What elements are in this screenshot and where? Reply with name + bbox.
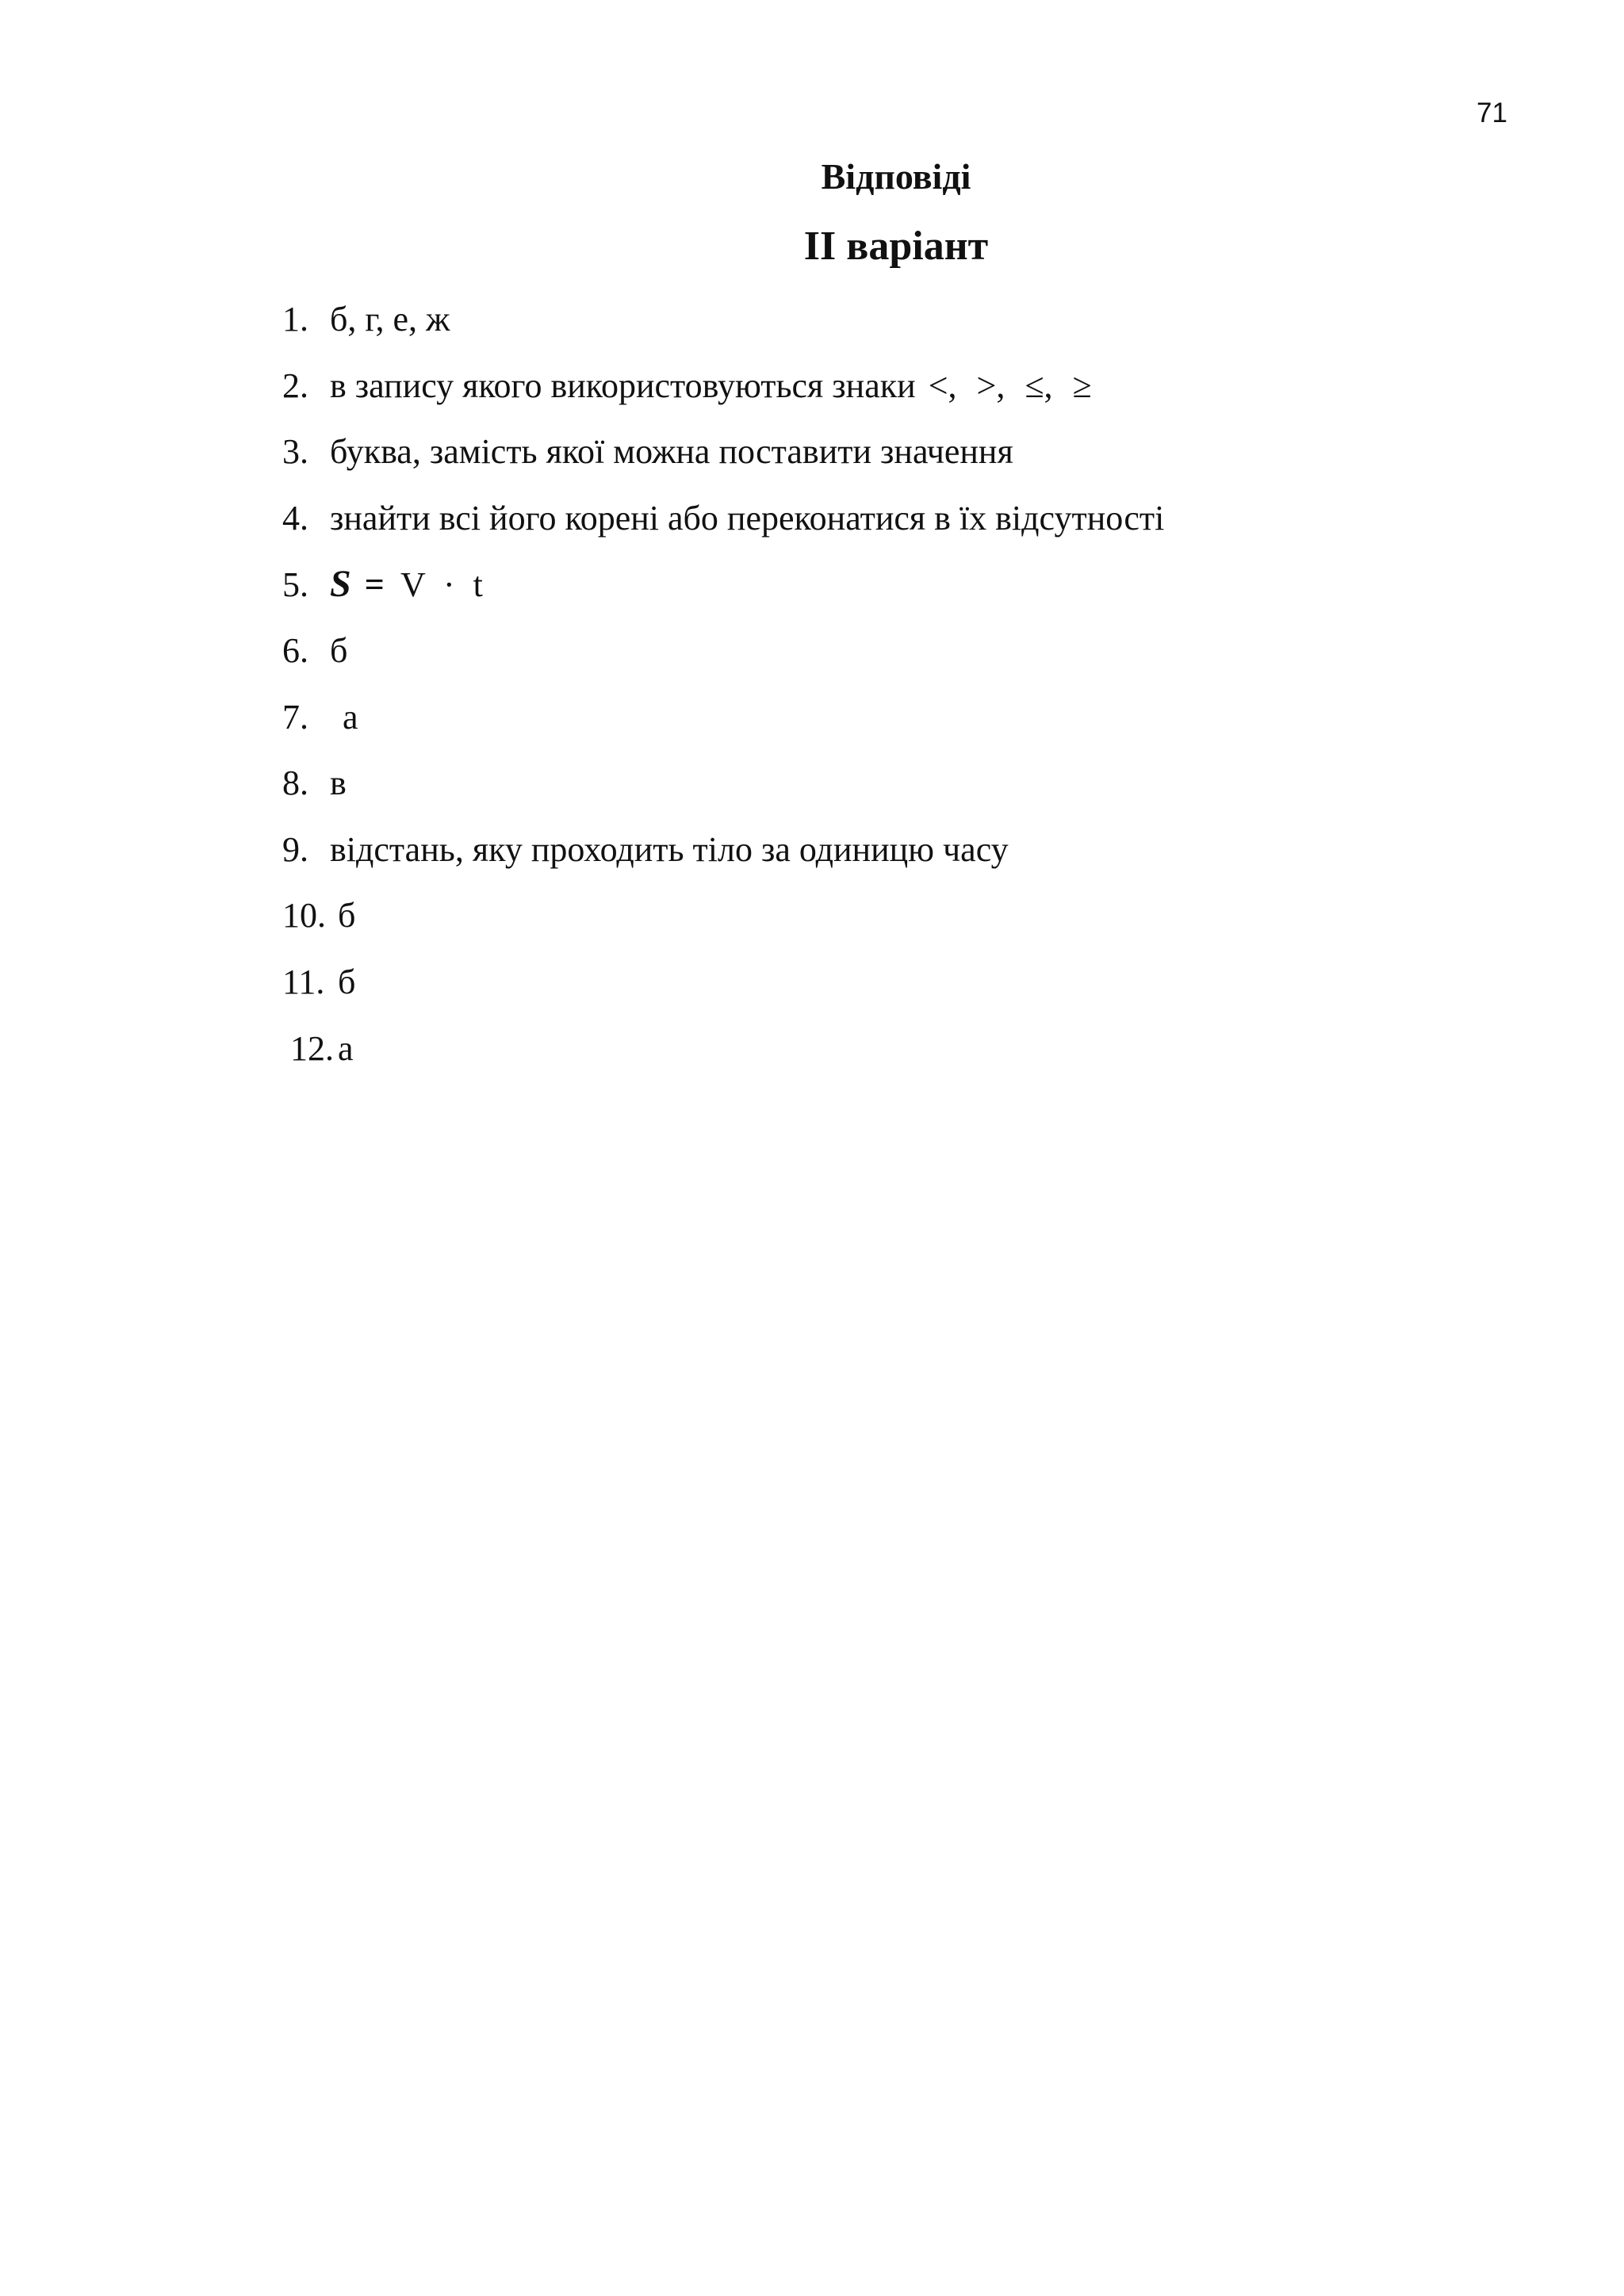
answer-text: знайти всі його корені або переконатися в їх відсутності [330, 498, 1165, 538]
answer-text: буква, замість якої можна поставити значення [330, 432, 1013, 472]
answer-number: 6. [282, 630, 308, 670]
answer-number: 5. [282, 565, 308, 605]
answer-number: 11. [282, 962, 325, 1001]
answer-number: 3. [282, 432, 308, 472]
answer-number: 12. [290, 1028, 334, 1068]
formula-distance-symbol: S [330, 563, 351, 606]
answer-number: 7. [282, 697, 308, 737]
formula-velocity-symbol: V [400, 565, 425, 605]
answer-text: б [330, 630, 348, 670]
answer-item-11 [282, 955, 1164, 1021]
answer-item-8 [282, 756, 1164, 822]
page-number: 71 [1477, 98, 1507, 128]
answer-text: в запису якого використовуються знаки [330, 365, 916, 405]
answer-item-2 [282, 358, 1164, 425]
answer-item-10 [282, 888, 1164, 955]
answer-number: 8. [282, 763, 308, 803]
answer-item-7 [282, 690, 1164, 756]
formula-time-symbol: t [473, 565, 483, 605]
answer-text: б [338, 962, 356, 1001]
answer-text: в [330, 763, 347, 803]
answer-text: відстань, яку проходить тіло за одиницю часу [330, 829, 1009, 869]
answer-number: 10. [282, 896, 326, 936]
formula-equals-sign: = [364, 565, 385, 605]
page-title: Відповіді [821, 156, 971, 197]
answer-number: 9. [282, 829, 308, 869]
answer-number: 1. [282, 300, 308, 339]
answer-item-1 [282, 292, 1164, 358]
comparison-symbols: <, >, ≤, ≥ [928, 365, 1092, 405]
answer-item-9 [282, 822, 1164, 889]
speed-formula [330, 557, 483, 613]
answer-item-5 [282, 557, 1164, 623]
answer-text: б [338, 896, 356, 936]
answer-item-12 [282, 1021, 1164, 1088]
answer-list [282, 292, 1164, 1087]
answer-number: 4. [282, 498, 308, 538]
answer-text: а [343, 697, 358, 737]
answer-number: 2. [282, 365, 308, 405]
answer-text: б, г, е, ж [330, 300, 450, 339]
answer-item-3 [282, 424, 1164, 491]
answer-item-6 [282, 623, 1164, 690]
variant-subtitle: ІІ варіант [803, 224, 989, 269]
answer-item-4 [282, 491, 1164, 557]
answer-text: а [338, 1028, 354, 1068]
formula-multiply-dot: · [442, 565, 455, 605]
